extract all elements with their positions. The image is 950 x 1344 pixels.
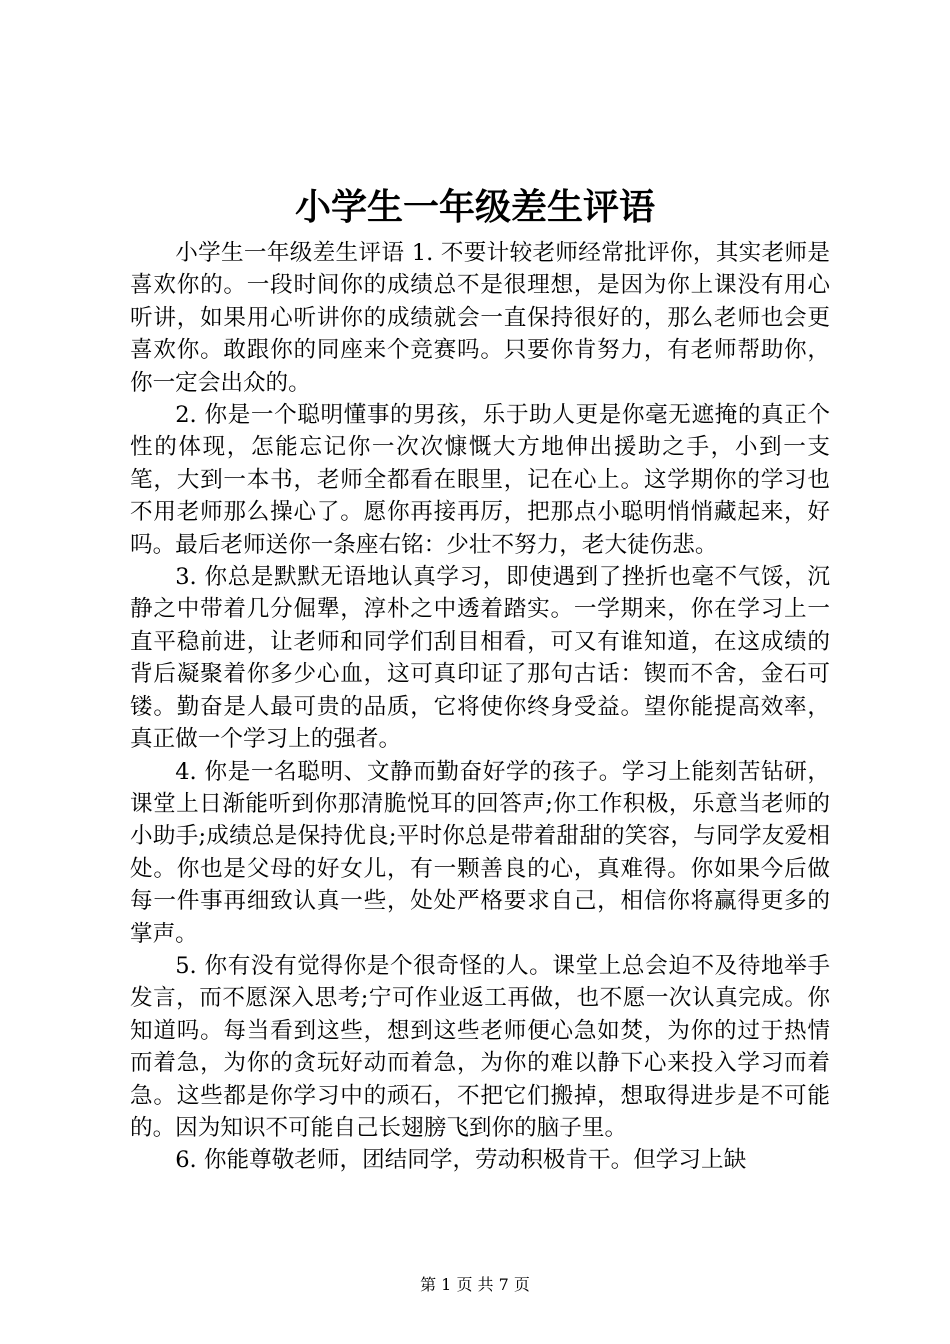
paragraph-1: 小学生一年级差生评语 1. 不要计较老师经常批评你，其实老师是喜欢你的。一段时间你的成绩总不是很理想，是因为你上课没有用心听讲，如果用心听讲你的成绩就会一直保持很好的，那么老师也会更喜欢你。敢跟你的同座来个竞赛吗。只要你肯努力，有老师帮助你，你一定会出众的。 bbox=[130, 240, 830, 396]
paragraph-3: 3. 你总是默默无语地认真学习，即使遇到了挫折也毫不气馁，沉静之中带着几分倔犟，淳朴之中透着踏实。一学期来，你在学习上一直平稳前进，让老师和同学们刮目相看，可又有谁知道，在这成绩的背后凝聚着你多少心血，这可真印证了那句古话：锲而不舍，金石可镂。勤奋是人最可贵的品质，它将使你终身受益。望你能提高效率，真正做一个学习上的强者。 bbox=[130, 564, 830, 753]
document-body bbox=[130, 237, 830, 1177]
paragraph-5: 5. 你有没有觉得你是个很奇怪的人。课堂上总会迫不及待地举手发言，而不愿深入思考;宁可作业返工再做，也不愿一次认真完成。你知道吗。每当看到这些，想到这些老师便心急如焚，为你的过于热情而着急，为你的贪玩好动而着急，为你的难以静下心来投入学习而着急。这些都是你学习中的顽石，不把它们搬掉，想取得进步是不可能的。因为知识不可能自己长翅膀飞到你的脑子里。 bbox=[130, 952, 830, 1141]
page-footer: 第 1 页 共 7 页 bbox=[420, 1275, 530, 1294]
page-title: 小学生一年级差生评语 bbox=[294, 186, 655, 228]
paragraph-2: 2. 你是一个聪明懂事的男孩，乐于助人更是你毫无遮掩的真正个性的体现，怎能忘记你一次次慷慨大方地伸出援助之手，小到一支笔，大到一本书，老师全都看在眼里，记在心上。这学期你的学习也不用老师那么操心了。愿你再接再厉，把那点小聪明悄悄藏起来，好吗。最后老师送你一条座右铭：少壮不努力，老大徒伤悲。 bbox=[130, 402, 830, 558]
paragraph-6: 6. 你能尊敬老师，团结同学，劳动积极肯干。但学习上缺 bbox=[175, 1147, 747, 1174]
paragraph-4: 4. 你是一名聪明、文静而勤奋好学的孩子。学习上能刻苦钻研，课堂上日渐能听到你那清脆悦耳的回答声;你工作积极，乐意当老师的小助手;成绩总是保持优良;平时你总是带着甜甜的笑容，与同学友爱相处。你也是父母的好女儿，有一颗善良的心，真难得。你如果今后做每一件事再细致认真一些，处处严格要求自己，相信你将赢得更多的掌声。 bbox=[130, 758, 830, 947]
